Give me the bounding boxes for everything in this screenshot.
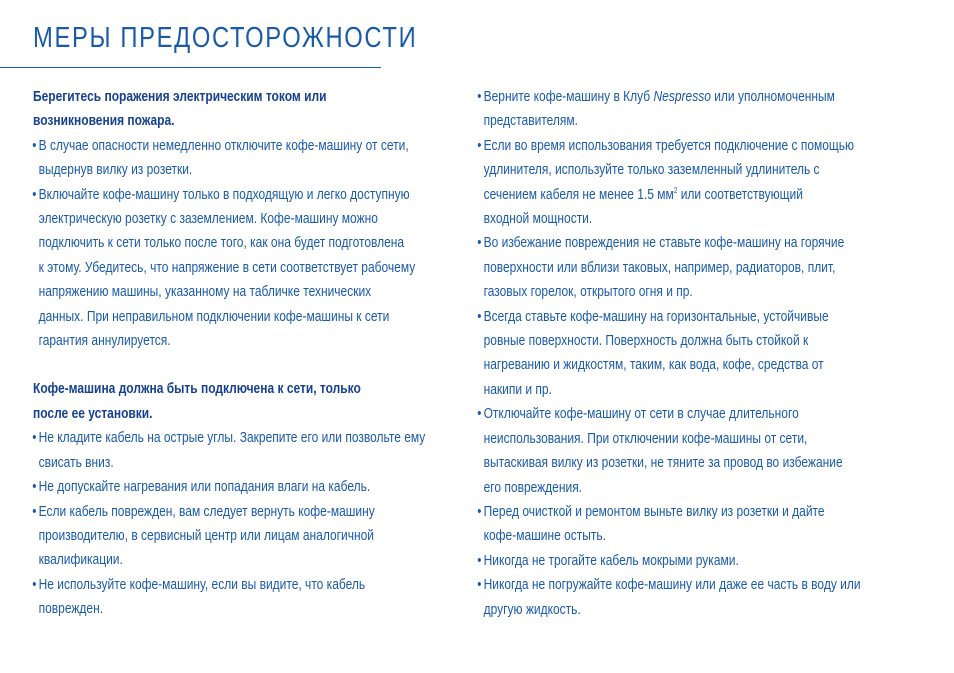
section-heading: Кофе-машина должна быть подключена к сети, только после ее установки. <box>33 380 361 422</box>
left-column <box>33 85 473 622</box>
bullet-list <box>33 134 473 354</box>
list-item: • В случае опасности немедленно отключите кофе-машину от сети, выдернув вилку из розетки. <box>33 134 479 183</box>
list-item: • Всегда ставьте кофе-машину на горизонтальные, устойчивые ровные поверхности. Поверхность должна быть стойкой к нагреванию и жидкостям, таким, как вода, кофе, средства от накипи и пр. <box>478 305 924 403</box>
text-fragment: Верните кофе-машину в Клуб <box>483 88 654 105</box>
section-heading: Берегитесь поражения электрическим током или возникновения пожара. <box>33 88 327 130</box>
title-underline <box>0 67 381 68</box>
page-title: МЕРЫ ПРЕДОСТОРОЖНОСТИ <box>33 22 418 54</box>
section-connection <box>33 377 473 621</box>
list-item: • Включайте кофе-машину только в подходящую и легко доступную электрическую розетку с заземлением. Кофе-машину можно подключить к сети только после того, как она будет подготовлена к этому. Убедитесь, что напряжение в сети соответствует рабочему напряжению машины, указанному на табличке технических данных. При неправильном подключении кофе-машины к сети гарантия аннулируется. <box>33 183 479 354</box>
list-item-extension-cord <box>478 134 924 232</box>
list-item: • Во избежание повреждения не ставьте кофе-машину на горячие поверхности или вблизи таковых, например, радиаторов, плит, газовых горелок, открытого огня и пр. <box>478 231 924 304</box>
text-fragment: или уполномоченным представителям. <box>483 88 835 130</box>
section-electric-shock <box>33 85 473 353</box>
list-item: • Перед очисткой и ремонтом выньте вилку из розетки и дайте кофе-машине остыть. <box>478 500 924 549</box>
brand-name: Nespresso <box>653 88 711 105</box>
list-item-return-machine <box>478 85 924 134</box>
bullet-list <box>33 426 473 621</box>
list-item: • Отключайте кофе-машину от сети в случае длительного неиспользования. При отключении кофе-машины от сети, вытаскивая вилку из розетки, не тяните за провод во избежание его повреждения. <box>478 402 924 500</box>
list-item: • Не используйте кофе-машину, если вы видите, что кабель поврежден. <box>33 573 479 622</box>
list-item: • Не кладите кабель на острые углы. Закрепите его или позвольте ему свисать вниз. <box>33 426 479 475</box>
list-item: • Никогда не погружайте кофе-машину или даже ее часть в воду или другую жидкость. <box>478 573 924 622</box>
text-fragment: или соответствующий входной мощности. <box>483 185 803 228</box>
superscript: 2 <box>673 185 678 195</box>
right-column <box>478 85 918 622</box>
list-item: • Не допускайте нагревания или попадания влаги на кабель. <box>33 475 479 499</box>
text-fragment: Если во время использования требуется подключение с помощью удлинителя, используйте только заземленный удлинитель с сечением кабеля не менее 1.5 мм <box>483 136 855 203</box>
list-item: • Никогда не трогайте кабель мокрыми руками. <box>478 549 924 573</box>
bullet-list <box>478 85 918 622</box>
list-item: • Если кабель поврежден, вам следует вернуть кофе-машину производителю, в сервисный центр или лицам аналогичной квалификации. <box>33 500 479 573</box>
